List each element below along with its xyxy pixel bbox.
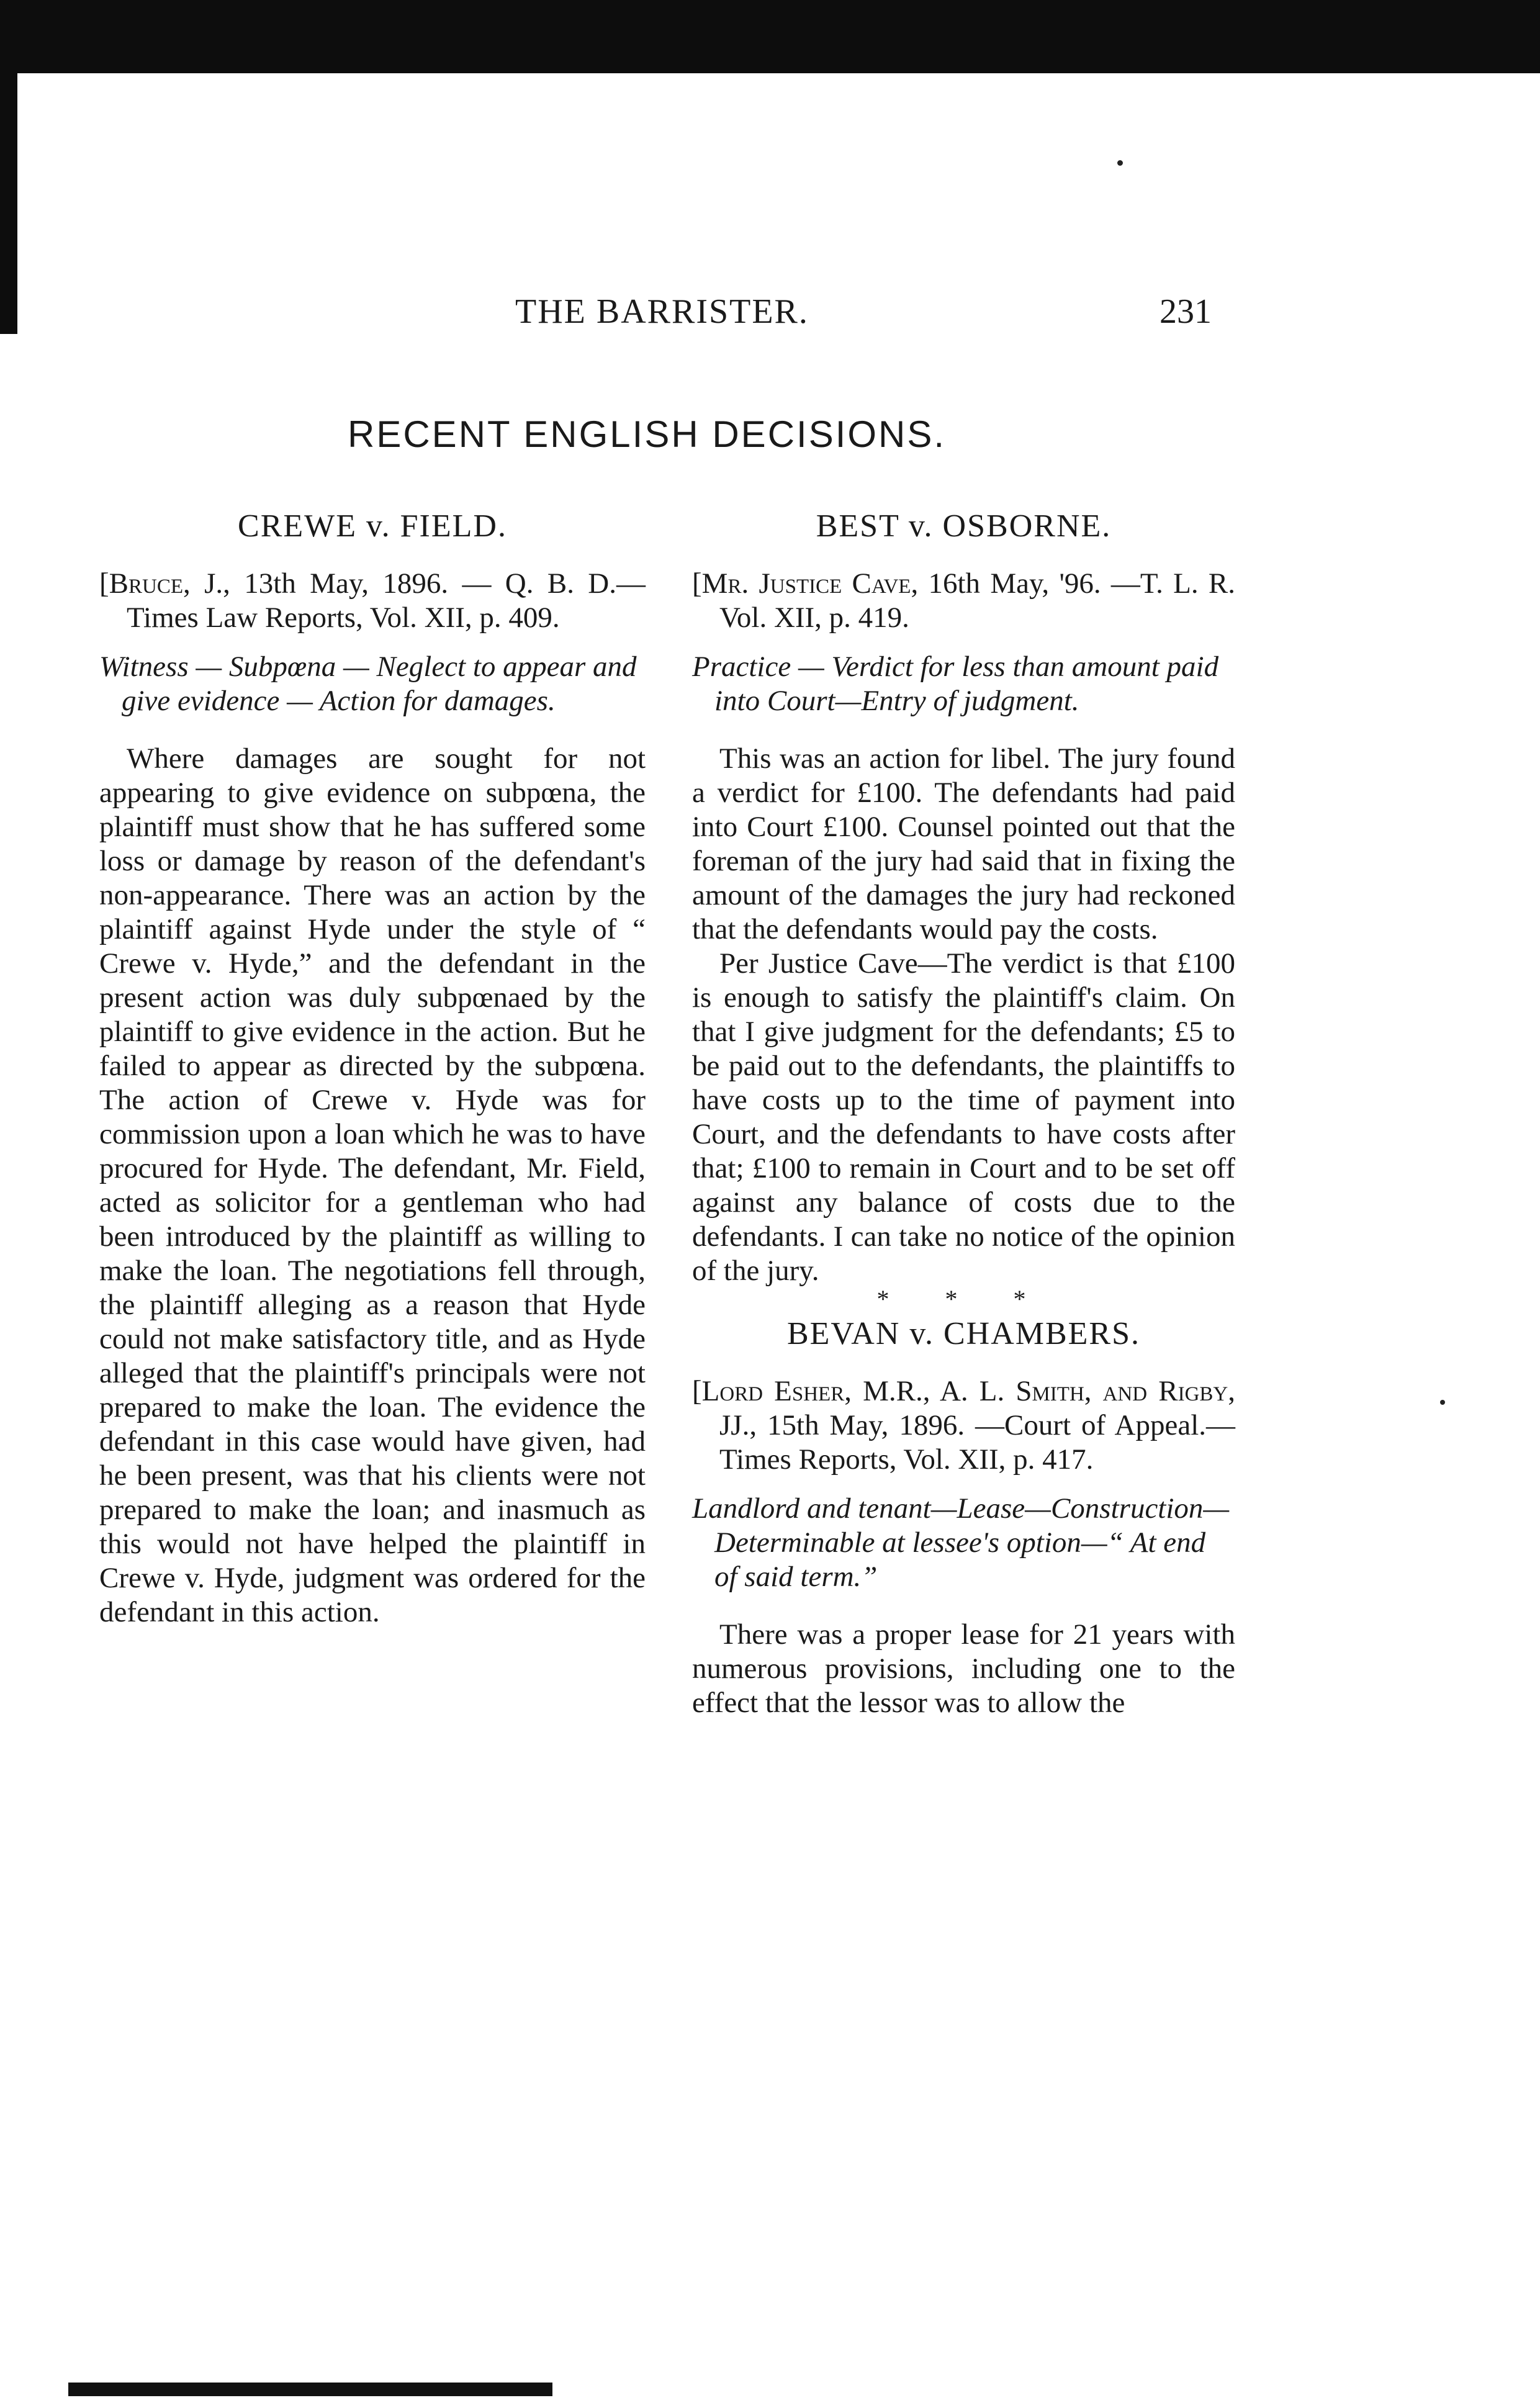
right-column [692,509,1235,1720]
case-headnote: Landlord and tenant—Lease—Construction—Determinable at lessee's option—“ At end of said term.” [692,1492,1230,1593]
case-body: Per Justice Cave—The verdict is that £100 is enough to satisfy the plaintiff's claim. On that I give judgment for the defendants; £5 to be paid out to the defendants, the plaintiffs to have costs up to the time of payment into Court, and the defendants to have costs after that; £100 to remain in Court and to be set off against any balance of costs due to the defendants. I can take no notice of the opinion of the jury. [692,947,1235,1287]
case-title-best-v-osborne: BEST v. OSBORNE. [816,508,1112,544]
page-number: 231 [1160,292,1212,331]
section-title: RECENT ENGLISH DECISIONS. [348,413,947,455]
case-citation: [Lord Esher, M.R., A. L. Smith, and Rigby, JJ., 15th May, 1896. —Court of Appeal.—Times Reports, Vol. XII, p. 417. [692,1375,1235,1476]
left-column [99,509,646,1630]
case-headnote: Witness — Subpœna — Neglect to appear and give evidence — Action for damages. [99,651,637,717]
scan-top-border [0,0,1540,73]
judge-name: Mr. Justice Cave [701,567,911,600]
case-body: There was a proper lease for 21 years with numerous provisions, including one to the effect that the lessor was to allow the [692,1618,1235,1719]
case-title-crewe-v-field: CREWE v. FIELD. [238,508,507,544]
judge-name: Bruce [109,567,184,600]
case-title-bevan-v-chambers: BEVAN v. CHAMBERS. [786,1316,1141,1351]
case-citation: [Bruce, J., 13th May, 1896. — Q. B. D.—Times Law Reports, Vol. XII, p. 409. [99,567,646,634]
case-citation: [Mr. Justice Cave, 16th May, '96. —T. L. R. Vol. XII, p. 419. [692,567,1236,634]
case-body: This was an action for libel. The jury found a verdict for £100. The defendants had paid into Court £100. Counsel pointed out that the foreman of the jury had said that in fixing the amount of the damages the jury had reckoned that the defendants would pay the costs. [692,742,1235,945]
running-head [0,292,1540,341]
section-separator: * * * [876,1285,1051,1313]
scan-bottom-border [68,2383,552,2396]
running-title: THE BARRISTER. [515,292,809,331]
judge-name: Smith, and Rigby [1015,1375,1228,1407]
judge-name: Lord Esher [701,1375,845,1407]
scan-speck [1440,1400,1445,1405]
case-headnote: Practice — Verdict for less than amount paid into Court—Entry of judgment. [692,651,1219,717]
scan-speck [1117,160,1123,166]
case-body: Where damages are sought for not appearing to give evidence on subpœna, the plaintiff must show that he has suffered some loss or damage by reason of the defendant's non-appearance. There was an action by the plaintiff against Hyde under the style of “ Crewe v. Hyde,” and the defendant in the present action was duly subpœnaed by the plaintiff to give evidence in the action. But he failed to appear as directed by the subpœna. The action of Crewe v. Hyde was for commission upon a loan which he was to have procured for Hyde. The defendant, Mr. Field, acted as solicitor for a gentleman who had been introduced by the plaintiff as willing to make the loan. The negotiations fell through, the plaintiff alleging as a reason that Hyde could not make satisfactory title, and as Hyde alleged that the plaintiff's principals were not prepared to make the loan. The evidence the defendant in this case would have given, had he been present, was that his clients were not prepared to make the loan; and inasmuch as this would not have helped the plaintiff in Crewe v. Hyde, judgment was ordered for the defendant in this action. [99,742,646,1628]
